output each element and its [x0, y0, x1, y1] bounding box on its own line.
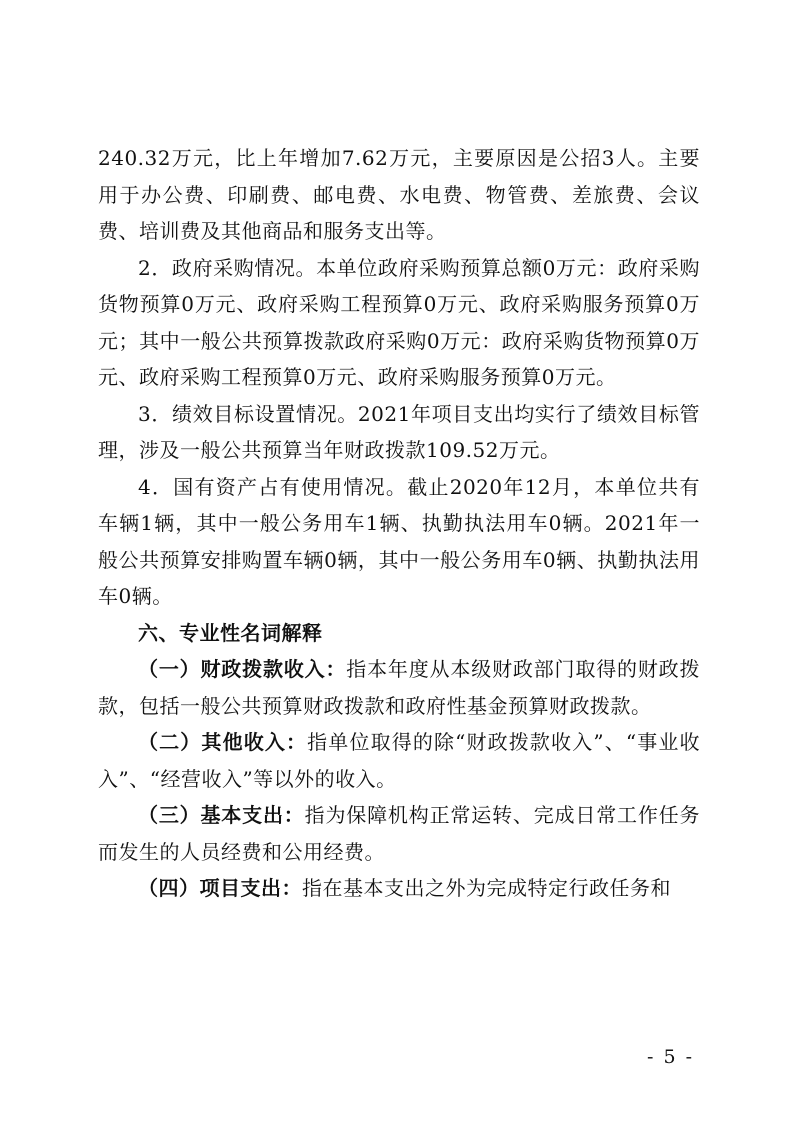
definition-project-expenditure [98, 870, 700, 907]
paragraph-government-procurement: 2．政府采购情况。本单位政府采购预算总额0万元：政府采购货物预算0万元、政府采购工程预算0万元、政府采购服务预算0万元；其中一般公共预算拨款政府采购0万元：政府采购货物预算0万元、政府采购工程预算0万元、政府采购服务预算0万元。 [98, 255, 700, 389]
definition-text: 指本年度从本级财政部门取得的财政拨款，包括一般公共预算财政拨款和政府性基金预算财政拨款。 [98, 657, 701, 718]
definition-term: （四）项目支出： [138, 876, 302, 900]
paragraph-performance-targets: 3．绩效目标设置情况。2021年项目支出均实行了绩效目标管理，涉及一般公共预算当年财政拨款109.52万元。 [98, 401, 700, 462]
definition-text: 指为保障机构正常运转、完成日常工作任务而发生的人员经费和公用经费。 [98, 803, 701, 864]
section-heading: 六、专业性名词解释 [138, 620, 323, 645]
paragraph-public-expenditure: 240.32万元，比上年增加7.62万元，主要原因是公招3人。主要用于办公费、印刷费、邮电费、水电费、物管费、差旅费、会议费、培训费及其他商品和服务支出等。 [98, 146, 700, 243]
page-number: - 5 - [646, 1046, 694, 1068]
definition-text: 指在基本支出之外为完成特定行政任务和 [302, 876, 671, 900]
definition-basic-expenditure [98, 797, 700, 870]
definition-term: （二）其他收入： [138, 730, 308, 754]
definition-term: （三）基本支出： [138, 803, 305, 827]
document-body [98, 140, 700, 907]
definition-fiscal-revenue [98, 651, 700, 724]
definition-other-revenue [98, 724, 700, 797]
definition-term: （一）财政拨款收入： [138, 657, 347, 681]
definition-text: 指单位取得的除“财政拨款收入”、“事业收入”、“经营收入”等以外的收入。 [98, 730, 700, 791]
paragraph-state-assets: 4．国有资产占有使用情况。截止2020年12月，本单位共有车辆1辆，其中一般公务用车1辆、执勤执法用车0辆。2021年一般公共预算安排购置车辆0辆，其中一般公务用车0辆、执勤执法用车0辆。 [98, 474, 700, 608]
